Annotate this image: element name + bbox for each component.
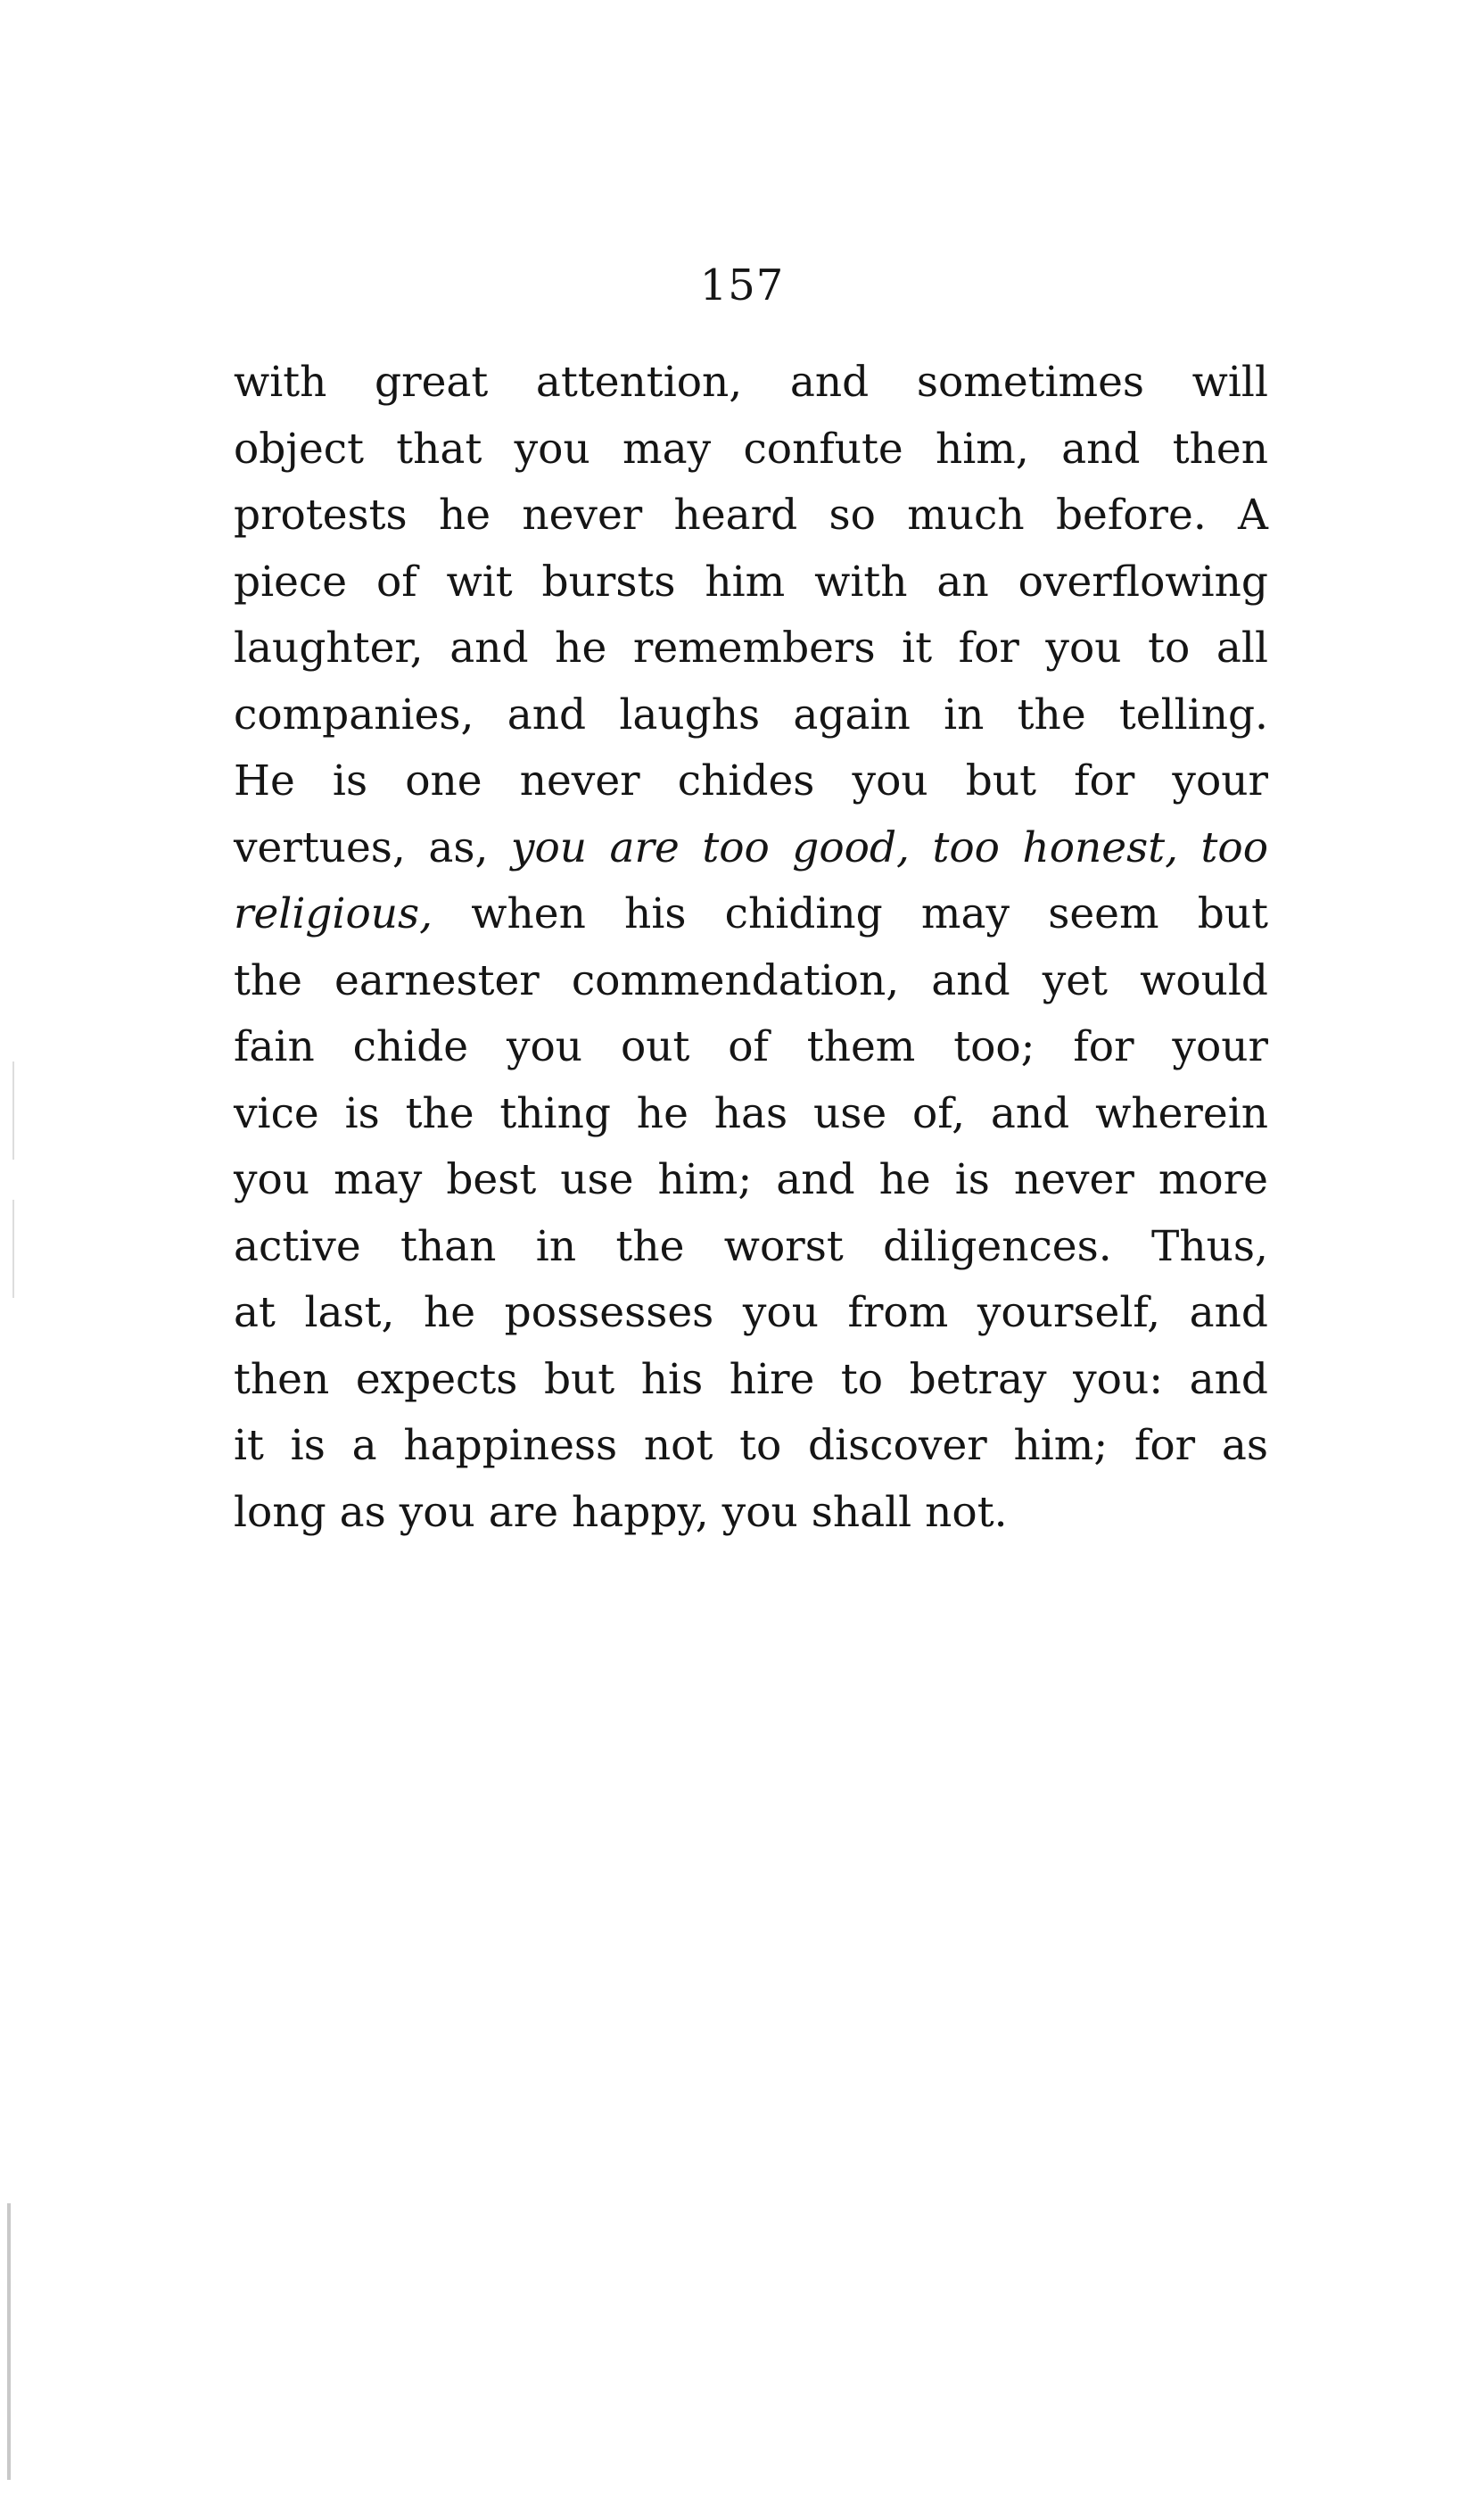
text-line-13: you may best use him; and he is never more bbox=[234, 1155, 1268, 1204]
scan-gutter-mark bbox=[7, 2203, 11, 2480]
page-number: 157 bbox=[699, 260, 785, 310]
text-line-11: fain chide you out of them too; for your bbox=[234, 1022, 1268, 1071]
text-line-3: protests he never heard so much before. A bbox=[234, 491, 1268, 540]
text-line-9: religious, when his chiding may seem but bbox=[234, 889, 1268, 938]
text-line-7: He is one never chides you but for your bbox=[234, 756, 1268, 806]
text-line-8: vertues, as, you are too good, too honest, too bbox=[234, 822, 1268, 872]
scan-gutter-mark bbox=[12, 1200, 14, 1298]
text-line-10: the earnester commendation, and yet would bbox=[234, 955, 1268, 1005]
text-line-15: at last, he possesses you from yourself, and bbox=[234, 1288, 1268, 1337]
text-line-12: vice is the thing he has use of, and wherein bbox=[234, 1088, 1268, 1138]
text-line-18: long as you are happy, you shall not. bbox=[234, 1487, 1008, 1537]
text-line-14: active than in the worst diligences. Thus, bbox=[234, 1221, 1268, 1271]
text-line-16: then expects but his hire to betray you: and bbox=[234, 1354, 1268, 1404]
body-text bbox=[234, 350, 1268, 1546]
text-line-4: piece of wit bursts him with an overflowing bbox=[234, 557, 1268, 607]
text-line-5: laughter, and he remembers it for you to all bbox=[234, 624, 1268, 673]
text-line-17: it is a happiness not to discover him; for as bbox=[234, 1421, 1268, 1470]
italic-phrase: religious, bbox=[234, 889, 433, 938]
text-line-6: companies, and laughs again in the telling. bbox=[234, 690, 1268, 739]
text-line-2: object that you may confute him, and then bbox=[234, 424, 1268, 474]
italic-phrase: you are too good, too honest, too bbox=[510, 822, 1268, 872]
scan-gutter-mark bbox=[12, 1062, 14, 1160]
text-line-1: with great attention, and sometimes will bbox=[234, 358, 1268, 407]
